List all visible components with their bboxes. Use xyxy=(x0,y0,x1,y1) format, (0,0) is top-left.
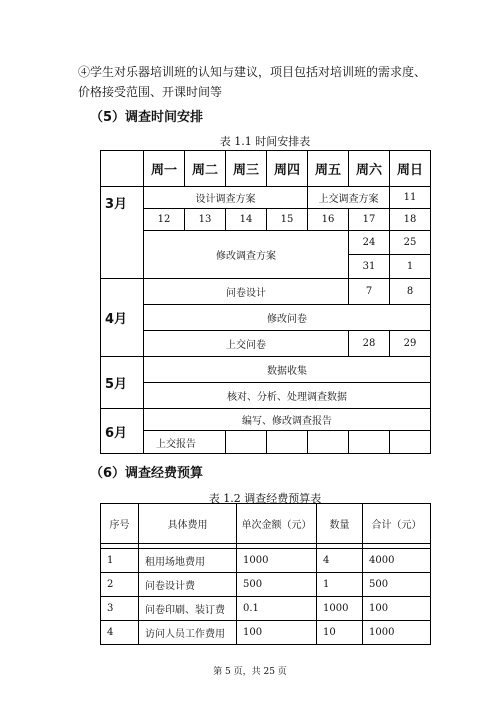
budget-cell: 4000 xyxy=(363,549,431,573)
budget-row xyxy=(101,597,431,621)
schedule-task: 上交调查方案 xyxy=(308,187,390,209)
budget-cell: 1000 xyxy=(363,621,431,645)
date-cell: 1 xyxy=(390,255,431,279)
date-cell: 12 xyxy=(144,209,185,231)
table-2-caption: 表 1.2 调查经费预算表 xyxy=(208,492,322,505)
date-cell: 11 xyxy=(390,187,431,209)
budget-cell: 500 xyxy=(363,573,431,597)
budget-row xyxy=(101,573,431,597)
section-6-heading: （6）调查经费预算 xyxy=(90,466,204,481)
budget-cell: 1 xyxy=(101,549,139,573)
month-label: 3月 xyxy=(101,187,144,279)
schedule-task: 上交报告 xyxy=(144,431,226,454)
budget-column-header: 序号 xyxy=(101,504,139,544)
page-footer: 第 5 页，共 25 页 xyxy=(213,667,287,677)
budget-column-header: 数量 xyxy=(317,504,363,544)
budget-row xyxy=(101,621,431,645)
day-header: 周三 xyxy=(226,151,267,187)
day-header: 周五 xyxy=(308,151,349,187)
date-cell: 13 xyxy=(185,209,226,231)
day-header: 周一 xyxy=(144,151,185,187)
date-cell: 28 xyxy=(349,331,390,357)
budget-header-row xyxy=(101,504,431,544)
empty-cell xyxy=(267,431,308,454)
section-5-heading: （5）调查时间安排 xyxy=(90,110,204,125)
budget-table xyxy=(100,503,431,645)
date-cell: 29 xyxy=(390,331,431,357)
budget-cell: 访问人员工作费用 xyxy=(139,621,237,645)
budget-cell: 0.1 xyxy=(237,597,317,621)
month-label: 5月 xyxy=(101,357,144,409)
intro-paragraph: ④学生对乐器培训班的认知与建议，项目包括对培训班的需求度、价格接受范围、开课时间等 xyxy=(78,65,427,99)
budget-cell: 100 xyxy=(363,597,431,621)
budget-column-header: 单次金额（元） xyxy=(237,504,317,544)
date-cell: 14 xyxy=(226,209,267,231)
budget-cell: 1000 xyxy=(317,597,363,621)
schedule-task: 编写、修改调查报告 xyxy=(144,409,431,431)
date-cell: 25 xyxy=(390,231,431,255)
budget-cell: 4 xyxy=(317,549,363,573)
budget-cell: 1000 xyxy=(237,549,317,573)
date-cell: 15 xyxy=(267,209,308,231)
budget-cell: 4 xyxy=(101,621,139,645)
table-1-caption: 表 1.1 时间安排表 xyxy=(219,135,311,148)
corner-cell xyxy=(101,151,144,187)
schedule-task: 核对、分析、处理调查数据 xyxy=(144,383,431,409)
date-cell: 31 xyxy=(349,255,390,279)
budget-cell: 2 xyxy=(101,573,139,597)
budget-cell: 10 xyxy=(317,621,363,645)
budget-cell: 租用场地费用 xyxy=(139,549,237,573)
date-cell: 8 xyxy=(390,279,431,305)
day-header: 周日 xyxy=(390,151,431,187)
budget-column-header: 具体费用 xyxy=(139,504,237,544)
day-header: 周四 xyxy=(267,151,308,187)
date-cell: 16 xyxy=(308,209,349,231)
budget-cell: 100 xyxy=(237,621,317,645)
schedule-task: 问卷设计 xyxy=(144,279,349,305)
budget-cell: 1 xyxy=(317,573,363,597)
schedule-task: 上交问卷 xyxy=(144,331,349,357)
schedule-table xyxy=(100,150,431,454)
budget-cell: 问卷印刷、装订费 xyxy=(139,597,237,621)
schedule-header-row xyxy=(101,151,431,187)
empty-cell xyxy=(308,431,349,454)
date-cell: 17 xyxy=(349,209,390,231)
budget-column-header: 合计（元） xyxy=(363,504,431,544)
budget-cell: 问卷设计费 xyxy=(139,573,237,597)
date-cell: 7 xyxy=(349,279,390,305)
date-cell: 24 xyxy=(349,231,390,255)
empty-cell xyxy=(349,431,390,454)
month-label: 6月 xyxy=(101,409,144,454)
date-cell: 18 xyxy=(390,209,431,231)
budget-cell: 3 xyxy=(101,597,139,621)
day-header: 周六 xyxy=(349,151,390,187)
schedule-task: 设计调查方案 xyxy=(144,187,308,209)
day-header: 周二 xyxy=(185,151,226,187)
month-label: 4月 xyxy=(101,279,144,357)
schedule-task: 修改问卷 xyxy=(144,305,431,331)
schedule-task: 数据收集 xyxy=(144,357,431,383)
budget-row xyxy=(101,549,431,573)
schedule-task: 修改调查方案 xyxy=(144,231,349,279)
empty-cell xyxy=(390,431,431,454)
empty-cell xyxy=(226,431,267,454)
budget-cell: 500 xyxy=(237,573,317,597)
